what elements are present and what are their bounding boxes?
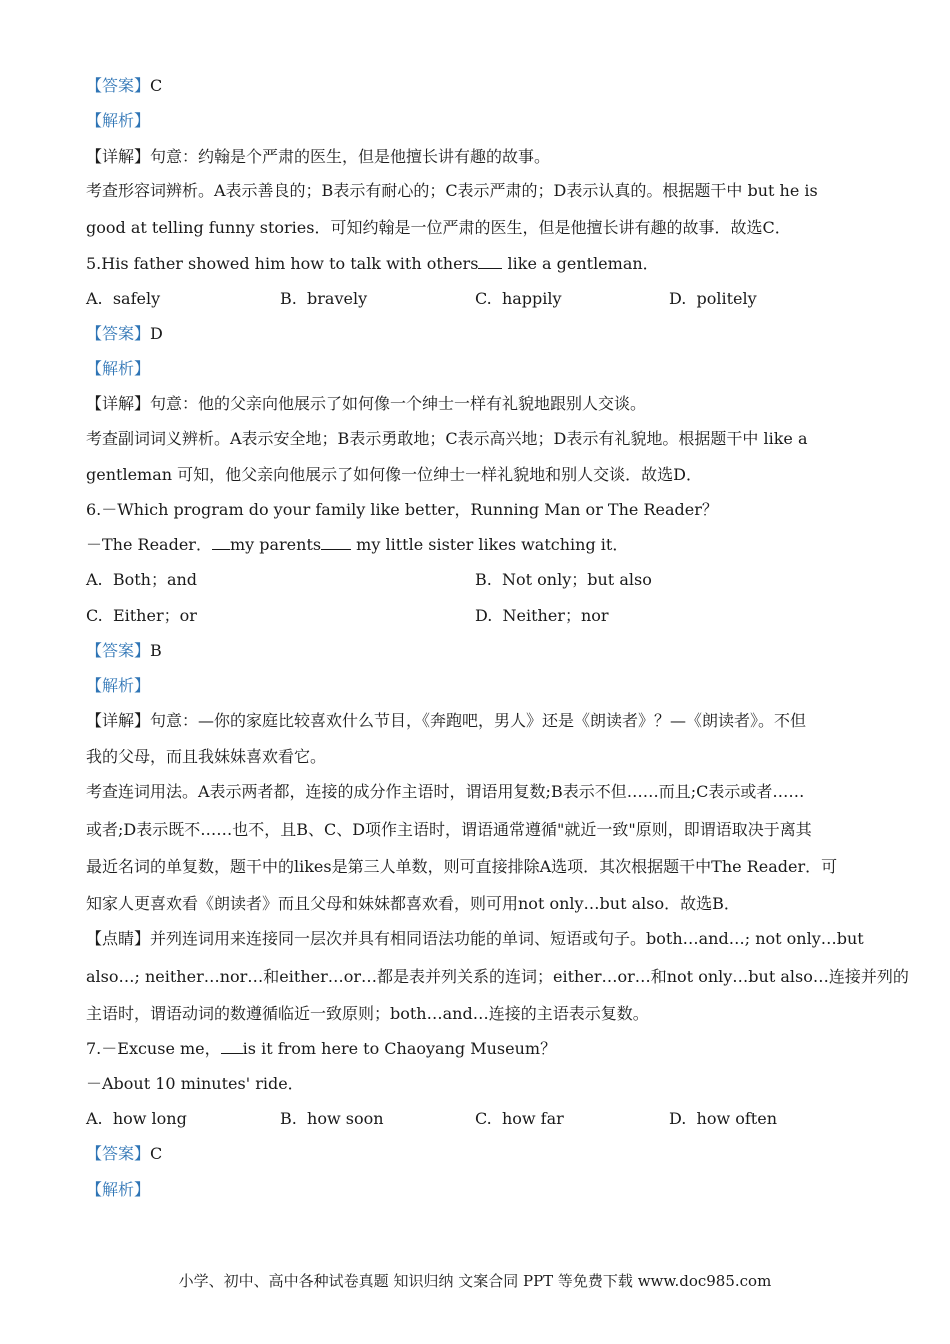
option-text: politely xyxy=(696,289,757,308)
q6-option-d xyxy=(475,606,609,626)
page-footer: 小学、初中、高中各种试卷真题 知识归纳 文案合同 PPT 等免费下载 www.doc985.com xyxy=(178,1272,772,1290)
option-letter: B. xyxy=(280,289,297,308)
q7-answer-line xyxy=(86,1144,162,1164)
detail-text: 句意：约翰是个严肃的医生，但是他擅长讲有趣的故事。 xyxy=(150,147,551,166)
detail-text: 句意：他的父亲向他展示了如何像一个绅士一样有礼貌地跟别人交谈。 xyxy=(150,394,647,413)
q5-option-d xyxy=(669,289,757,309)
detail-tag: 【详解】 xyxy=(86,711,151,730)
q6-tip-line-3: 主语时，谓语动词的数遵循临近一致原则；both…and…连接的主语表示复数。 xyxy=(86,1004,649,1023)
q5-explain-line-1: 考查副词词义辨析。A表示安全地；B表示勇敢地；C表示高兴地；D表示有礼貌地。根据题干中 like a xyxy=(86,429,808,448)
option-letter: D. xyxy=(669,289,687,308)
q5-stem-part-2: like a gentleman． xyxy=(502,254,659,273)
option-text: Either；or xyxy=(112,606,197,625)
answer-value: C xyxy=(150,1144,163,1163)
option-letter: D. xyxy=(669,1109,687,1128)
q7-option-d xyxy=(669,1109,777,1129)
q5-option-b xyxy=(280,289,367,309)
q6-tip-line-1 xyxy=(86,929,864,949)
q7-analysis-tag: 【解析】 xyxy=(86,1180,151,1199)
detail-tag: 【详解】 xyxy=(86,147,151,166)
q6-detail-line-2: 我的父母，而且我妹妹喜欢看它。 xyxy=(86,747,327,766)
q6-answer-line xyxy=(86,641,162,661)
option-text: Neither；nor xyxy=(502,606,609,625)
answer-tag: 【答案】 xyxy=(86,76,151,95)
q6-tip-line-2: also…; neither…nor…和either…or…都是表并列关系的连词；either…or…和not only…but also…连接并列的 xyxy=(86,967,909,986)
q7-stem-line-1 xyxy=(86,1039,556,1059)
q4-explain-line-1: 考查形容词辨析。A表示善良的；B表示有耐心的；C表示严肃的；D表示认真的。根据题干中 but he is xyxy=(86,181,818,200)
option-text: how long xyxy=(112,1109,187,1128)
option-text: Both；and xyxy=(112,570,198,589)
q5-stem-part-1: 5.His father showed him how to talk with others xyxy=(86,254,479,273)
blank-line xyxy=(478,254,502,269)
q6-stem-line-2 xyxy=(86,535,628,555)
q7-stem-line-2: －About 10 minutes' ride． xyxy=(86,1074,304,1093)
q6-stem-part-1: －The Reader． xyxy=(86,535,212,554)
q6-stem-part-2: my parents xyxy=(229,535,322,554)
answer-tag: 【答案】 xyxy=(86,641,151,660)
option-letter: A. xyxy=(86,1109,103,1128)
option-text: bravely xyxy=(307,289,368,308)
q6-explain-line-1: 考查连词用法。A表示两者都，连接的成分作主语时，谓语用复数;B表示不但……而且;C表示或者…… xyxy=(86,782,805,801)
answer-value: B xyxy=(150,641,162,660)
detail-tag: 【详解】 xyxy=(86,394,151,413)
option-letter: B. xyxy=(475,570,492,589)
answer-tag: 【答案】 xyxy=(86,324,151,343)
tip-tag: 【点睛】 xyxy=(86,929,151,948)
q5-option-a xyxy=(86,289,160,309)
answer-value: C xyxy=(150,76,163,95)
option-text: safely xyxy=(112,289,161,308)
q6-explain-line-4: 知家人更喜欢看《朗读者》而且父母和妹妹都喜欢看，则可用not only…but also．故选B． xyxy=(86,894,740,913)
q5-detail-line xyxy=(86,394,646,414)
option-letter: D. xyxy=(475,606,493,625)
q6-stem-line-1: 6.－Which program do your family like better，Running Man or The Reader？ xyxy=(86,500,718,519)
option-letter: C. xyxy=(475,289,492,308)
option-letter: B. xyxy=(280,1109,297,1128)
q5-analysis-tag: 【解析】 xyxy=(86,359,151,378)
q7-option-b xyxy=(280,1109,384,1129)
q6-detail-line-1 xyxy=(86,711,806,731)
q5-stem xyxy=(86,254,659,274)
blank-line xyxy=(221,1039,243,1054)
option-letter: C. xyxy=(86,606,103,625)
q6-option-b xyxy=(475,570,652,590)
option-text: Not only；but also xyxy=(502,570,652,589)
q7-stem-part-2: is it from here to Chaoyang Museum？ xyxy=(242,1039,557,1058)
option-letter: C. xyxy=(475,1109,492,1128)
option-text: how often xyxy=(696,1109,777,1128)
tip-text: 并列连词用来连接同一层次并具有相同语法功能的单词、短语或句子。both…and…; not only…but xyxy=(150,929,864,948)
option-text: how soon xyxy=(307,1109,384,1128)
detail-text: 句意：—你的家庭比较喜欢什么节目，《奔跑吧，男人》还是《朗读者》？—《朗读者》。不但 xyxy=(150,711,807,730)
q4-analysis-tag: 【解析】 xyxy=(86,111,151,130)
option-text: happily xyxy=(501,289,562,308)
answer-tag: 【答案】 xyxy=(86,1144,151,1163)
blank-line xyxy=(212,535,230,550)
blank-line xyxy=(321,535,351,550)
q6-option-a xyxy=(86,570,197,590)
q4-explain-line-2: good at telling funny stories．可知约翰是一位严肃的医生，但是他擅长讲有趣的故事．故选C． xyxy=(86,218,791,237)
q7-option-c xyxy=(475,1109,564,1129)
q5-answer-line xyxy=(86,324,163,344)
q5-explain-line-2: gentleman 可知，他父亲向他展示了如何像一位绅士一样礼貌地和别人交谈．故选D． xyxy=(86,465,702,484)
q6-explain-line-3: 最近名词的单复数，题干中的likes是第三人单数，则可直接排除A选项．其次根据题干中The Reader．可 xyxy=(86,857,838,876)
q4-answer-line xyxy=(86,76,162,96)
q6-stem-part-3: my little sister likes watching it． xyxy=(351,535,629,554)
q6-analysis-tag: 【解析】 xyxy=(86,676,151,695)
q6-option-c xyxy=(86,606,197,626)
q6-explain-line-2: 或者;D表示既不……也不，且B、C、D项作主语时，谓语通常遵循"就近一致"原则，即谓语取决于离其 xyxy=(86,820,812,839)
option-letter: A. xyxy=(86,570,103,589)
q5-option-c xyxy=(475,289,562,309)
answer-value: D xyxy=(150,324,163,343)
option-text: how far xyxy=(501,1109,564,1128)
q7-stem-part-1: 7.－Excuse me， xyxy=(86,1039,221,1058)
q4-detail-line xyxy=(86,147,550,167)
q7-option-a xyxy=(86,1109,187,1129)
option-letter: A. xyxy=(86,289,103,308)
